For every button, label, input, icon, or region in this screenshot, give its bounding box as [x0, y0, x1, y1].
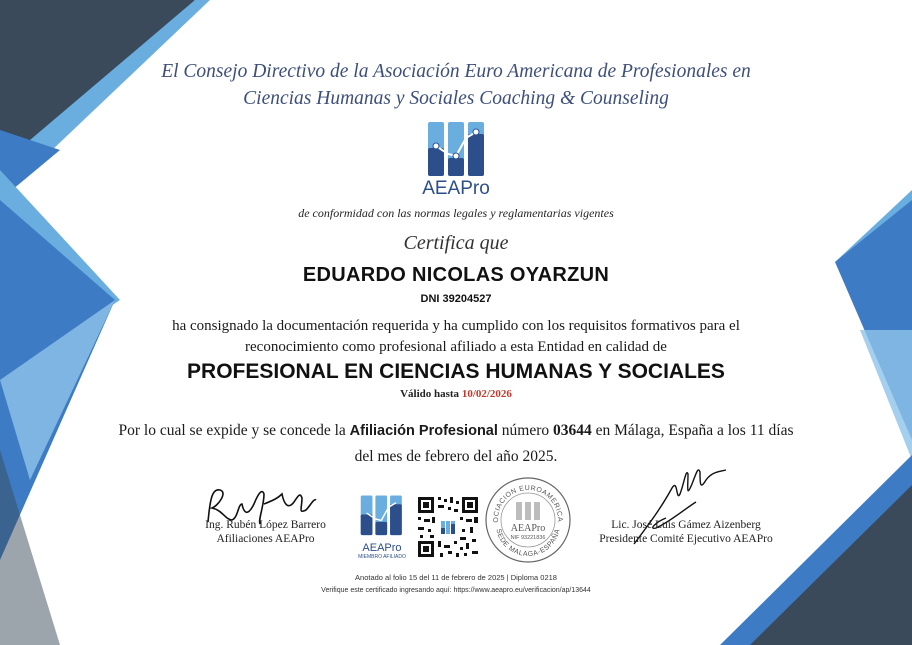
member-logo — [354, 494, 410, 560]
member-logo-text: AEAPro — [362, 542, 402, 554]
qr-code[interactable] — [416, 495, 480, 559]
issuance-line-2: del mes de febrero del año 2025. — [354, 448, 558, 465]
recipient-name: EDUARDO NICOLAS OYARZUN — [302, 264, 610, 286]
svg-text:ASOCIACION EUROAMERICANA — [484, 476, 563, 523]
seal-ring-bottom: SEDE MALAGA-ESPAÑA — [494, 528, 562, 559]
right-signatory-role: Presidente Comité Ejecutivo AEAPro — [599, 533, 773, 545]
header-text — [0, 58, 912, 112]
left-signatory — [178, 518, 353, 546]
issuance-part-1: Por lo cual se expide y se concede la — [118, 422, 346, 439]
header-line-2: Ciencias Humanas y Sociales Coaching & Counseling — [243, 88, 669, 109]
footer-verify-link[interactable]: Verifique este certificado ingresando aquí: https://www.aeapro.eu/verificacion/ap/13644 — [321, 587, 591, 594]
left-signatory-name: Ing. Rubén López Barrero — [205, 519, 326, 531]
validity — [0, 388, 912, 400]
seal-nif: NIF 93221836 — [510, 535, 546, 541]
right-signatory-name: Lic. José Luis Gámez Aizenberg — [611, 519, 761, 531]
statement-line-2: reconocimiento como profesional afiliado a esta Entidad en calidad de — [245, 339, 667, 355]
logo-text: AEAPro — [422, 178, 490, 199]
statement-text — [0, 316, 912, 358]
statement-line-1: ha consignado la documentación requerida y ha cumplido con los requisitos formativos para el — [172, 318, 740, 334]
aeapro-logo-icon — [426, 120, 488, 180]
member-logo-subtext: MIEMBRO AFILIADO — [358, 554, 406, 560]
seal-center: AEAPro — [510, 523, 546, 534]
left-signatory-role: Afiliaciones AEAPro — [216, 533, 315, 545]
validity-label: Válido hasta — [400, 388, 460, 400]
member-logo-icon — [354, 494, 410, 538]
issuance-text — [0, 418, 912, 469]
right-signatory — [576, 518, 796, 546]
professional-title: PROFESIONAL EN CIENCIAS HUMANAS Y SOCIALES — [187, 360, 725, 383]
seal-ring-top: OCIACION EUROAMERICA — [492, 484, 564, 523]
validity-date: 10/02/2026 — [461, 388, 512, 400]
footer-annotation: Anotado al folio 15 del 11 de febrero de 2025 | Diploma 0218 — [355, 573, 557, 582]
association-seal — [484, 476, 572, 564]
certifies-text: Certifica que — [403, 232, 509, 254]
conformity-text: de conformidad con las normas legales y reglamentarias vigentes — [298, 206, 614, 220]
issuance-part-3: en Málaga, España a los 11 días — [595, 422, 794, 439]
recipient-dni: DNI 39204527 — [420, 293, 492, 305]
issuance-part-2: número — [501, 422, 550, 439]
issuance-bold: Afiliación Profesional — [349, 423, 498, 439]
header-line-1: El Consejo Directivo de la Asociación Euro Americana de Profesionales en — [161, 61, 751, 82]
issuance-number: 03644 — [553, 422, 592, 439]
